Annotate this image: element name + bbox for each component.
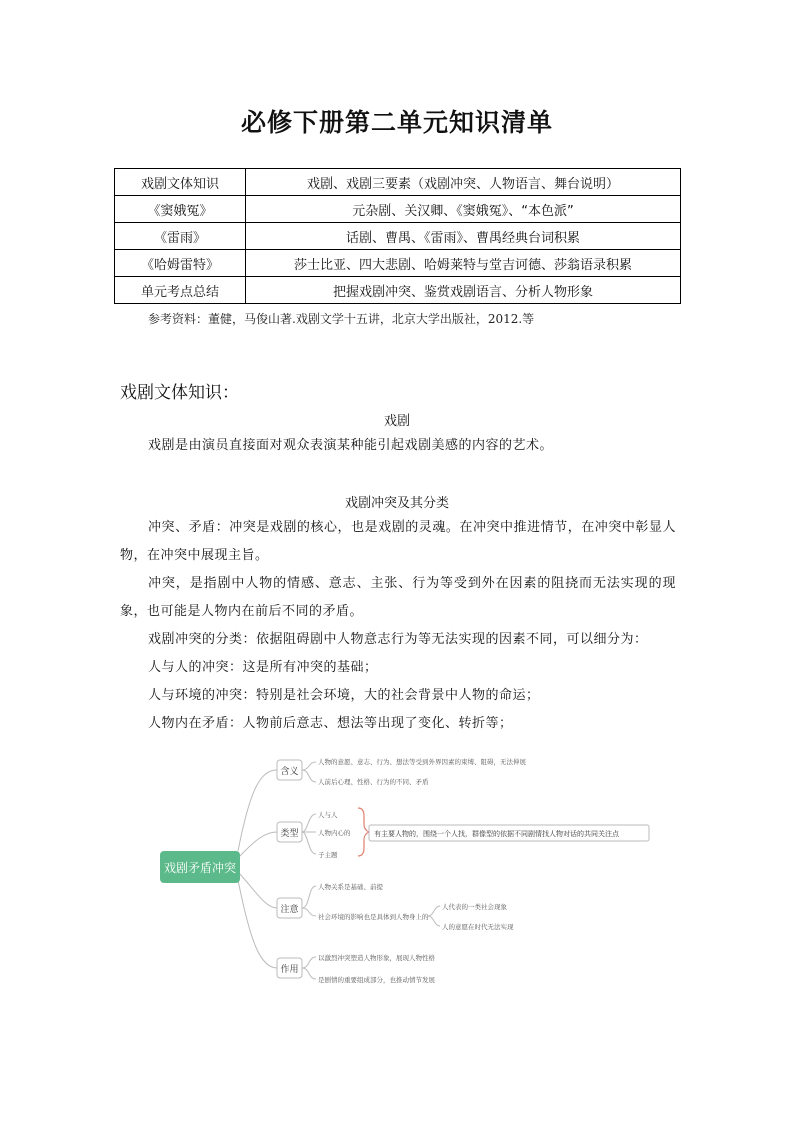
drama-definition: 戏剧是由演员直接面对观众表演某种能引起戏剧美感的内容的艺术。: [148, 438, 554, 453]
mindmap-branch-label: 作用: [280, 965, 299, 975]
mindmap-leaf: 人与人: [318, 811, 338, 819]
mindmap-branch-label: 含义: [280, 767, 299, 777]
conflict-type-3: 人物内在矛盾：人物前后意志、想法等出现了变化、转折等；: [148, 716, 513, 731]
table-cell-topic: 《雷雨》: [115, 223, 246, 250]
table-cell-topic: 戏剧文体知识: [115, 169, 246, 196]
page-title: 必修下册第二单元知识清单: [240, 108, 553, 137]
table-row: [115, 250, 681, 277]
table-row: [115, 277, 681, 304]
knowledge-table: [114, 168, 681, 304]
conflict-paragraph-3: 戏剧冲突的分类：依据阻碍剧中人物意志行为等无法实现的因素不同，可以细分为：: [148, 632, 648, 647]
mindmap-leaf: 人代表的一类社会现象: [442, 903, 507, 911]
mindmap-leaf: 子主题: [318, 851, 338, 859]
mindmap-leaf: 是剧情的重要组成部分，也推动情节发展: [318, 976, 435, 984]
mindmap-summary: 有主要人物的，围绕一个人找，群像型的依据不同剧情找人物对话的共同关注点: [374, 830, 619, 838]
conflict-type-1: 人与人的冲突：这是所有冲突的基础；: [148, 660, 378, 675]
table-cell-content: 把握戏剧冲突、鉴赏戏剧语言、分析人物形象: [246, 277, 681, 304]
reference-note: 参考资料：董健，马俊山著.戏剧文学十五讲，北京大学出版社，2012.等: [148, 312, 535, 326]
table-cell-topic: 单元考点总结: [115, 277, 246, 304]
mindmap-leaf: 社会环境的影响也是具体到人物身上的: [318, 913, 429, 921]
conflict-paragraph-2: 冲突，是指剧中人物的情感、意志、主张、行为等受到外在因素的阻挠而无法实现的现象，也可能是人物内在前后不同的矛盾。: [120, 576, 676, 619]
conflict-type-2: 人与环境的冲突：特别是社会环境，大的社会背景中人物的命运；: [148, 688, 540, 703]
mindmap: [150, 740, 660, 995]
mindmap-branch-label: 类型: [280, 829, 299, 839]
table-cell-topic: 《窦娥冤》: [115, 196, 246, 223]
mindmap-root-label: 戏剧矛盾冲突: [163, 861, 237, 875]
mindmap-leaf: 人物关系是基础、前提: [318, 883, 383, 891]
conflict-heading: 戏剧冲突及其分类: [344, 496, 449, 511]
mindmap-leaf: 人前后心理、性格、行为的不同、矛盾: [318, 778, 429, 786]
section-heading: 戏剧文体知识：: [120, 383, 239, 403]
mindmap-leaf: 以激烈冲突塑造人物形象，展现人物性格: [318, 954, 435, 962]
table-row: [115, 169, 681, 196]
conflict-paragraph-1: 冲突、矛盾：冲突是戏剧的核心，也是戏剧的灵魂。在冲突中推进情节，在冲突中彰显人物，在冲突中展现主旨。: [120, 520, 676, 563]
mindmap-leaf: 人的意愿在时代无法实现: [442, 923, 514, 931]
table-cell-content: 话剧、曹禺、《雷雨》、曹禺经典台词积累: [246, 223, 681, 250]
mindmap-branch-label: 注意: [280, 905, 299, 915]
drama-heading: 戏剧: [383, 414, 410, 429]
table-row: [115, 196, 681, 223]
mindmap-leaf: 人物的意愿、意志、行为、想法等受到外界因素的束缚、阻碍，无法伸展: [318, 758, 526, 766]
table-cell-topic: 《哈姆雷特》: [115, 250, 246, 277]
mindmap-leaf: 人物内心的: [318, 829, 351, 837]
table-cell-content: 戏剧、戏剧三要素（戏剧冲突、人物语言、舞台说明）: [246, 169, 681, 196]
table-cell-content: 元杂剧、关汉卿、《窦娥冤》、“本色派”: [246, 196, 681, 223]
table-cell-content: 莎士比亚、四大悲剧、哈姆莱特与堂吉诃德、莎翁语录积累: [246, 250, 681, 277]
table-row: [115, 223, 681, 250]
